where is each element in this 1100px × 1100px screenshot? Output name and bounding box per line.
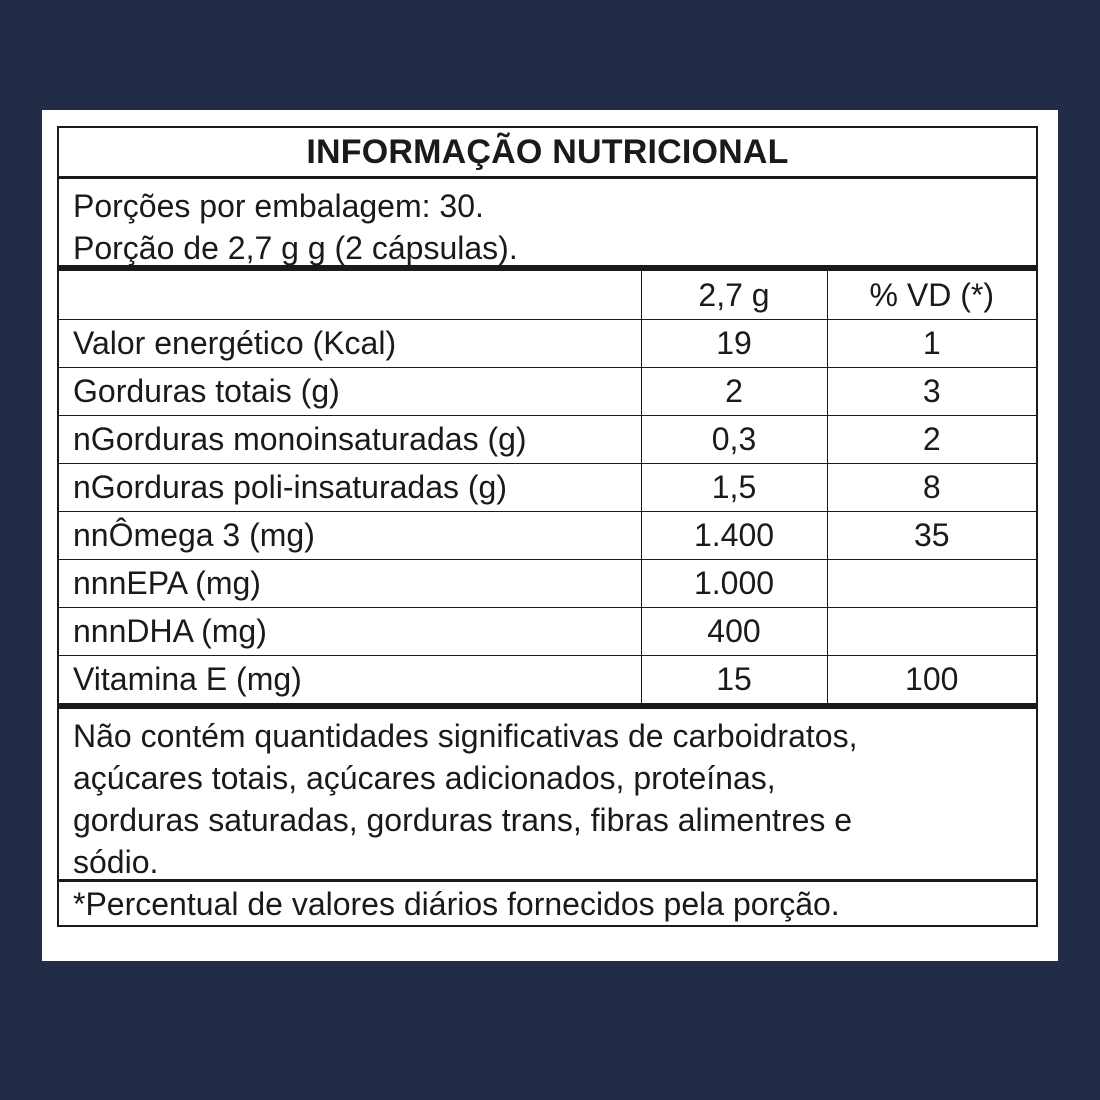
not-significant-note xyxy=(59,703,1036,879)
nutrient-name: nnnDHA (mg) xyxy=(59,607,641,655)
table-row xyxy=(59,607,1036,655)
nutrient-vd xyxy=(827,607,1036,655)
nutrient-name: Gorduras totais (g) xyxy=(59,367,641,415)
header-amount-cell: 2,7 g xyxy=(641,271,827,319)
nutrient-amount: 1.000 xyxy=(641,559,827,607)
nutrient-name: nGorduras poli-insaturadas (g) xyxy=(59,463,641,511)
nutrient-name: nnnEPA (mg) xyxy=(59,559,641,607)
nutrient-amount: 1,5 xyxy=(641,463,827,511)
portion-size: Porção de 2,7 g g (2 cápsulas). xyxy=(73,230,518,266)
nutrient-vd: 35 xyxy=(827,511,1036,559)
table-row xyxy=(59,319,1036,367)
nutrient-name: Valor energético (Kcal) xyxy=(59,319,641,367)
daily-value-footnote: *Percentual de valores diários fornecidos pela porção. xyxy=(59,879,1036,925)
nutrient-amount: 400 xyxy=(641,607,827,655)
table-row xyxy=(59,367,1036,415)
note-line: gorduras saturadas, gorduras trans, fibras alimentres e xyxy=(73,802,853,838)
table-row xyxy=(59,463,1036,511)
header-name-cell xyxy=(59,271,641,319)
nutrient-vd: 8 xyxy=(827,463,1036,511)
nutrient-name: Vitamina E (mg) xyxy=(59,655,641,703)
nutrient-amount: 1.400 xyxy=(641,511,827,559)
portions-block xyxy=(59,179,1036,271)
note-line: sódio. xyxy=(73,844,159,880)
nutrient-name: nGorduras monoinsaturadas (g) xyxy=(59,415,641,463)
nutrient-vd: 2 xyxy=(827,415,1036,463)
note-line: Não contém quantidades significativas de carboidratos, xyxy=(73,718,858,754)
portions-per-package: Porções por embalagem: 30. xyxy=(73,188,484,224)
nutrient-name: nnÔmega 3 (mg) xyxy=(59,511,641,559)
nutrient-amount: 19 xyxy=(641,319,827,367)
table-row xyxy=(59,415,1036,463)
nutrient-vd: 3 xyxy=(827,367,1036,415)
nutrient-vd: 1 xyxy=(827,319,1036,367)
nutrient-amount: 2 xyxy=(641,367,827,415)
table-row xyxy=(59,511,1036,559)
nutrient-amount: 15 xyxy=(641,655,827,703)
nutrient-vd: 100 xyxy=(827,655,1036,703)
nutrition-table xyxy=(59,271,1036,703)
label-title: INFORMAÇÃO NUTRICIONAL xyxy=(59,128,1036,179)
nutrient-vd xyxy=(827,559,1036,607)
header-vd-cell: % VD (*) xyxy=(869,276,994,313)
note-line: açúcares totais, açúcares adicionados, proteínas, xyxy=(73,760,776,796)
table-row xyxy=(59,655,1036,703)
table-row xyxy=(59,559,1036,607)
nutrient-amount: 0,3 xyxy=(641,415,827,463)
table-header-row xyxy=(59,271,1036,319)
nutrition-label xyxy=(57,126,1038,927)
